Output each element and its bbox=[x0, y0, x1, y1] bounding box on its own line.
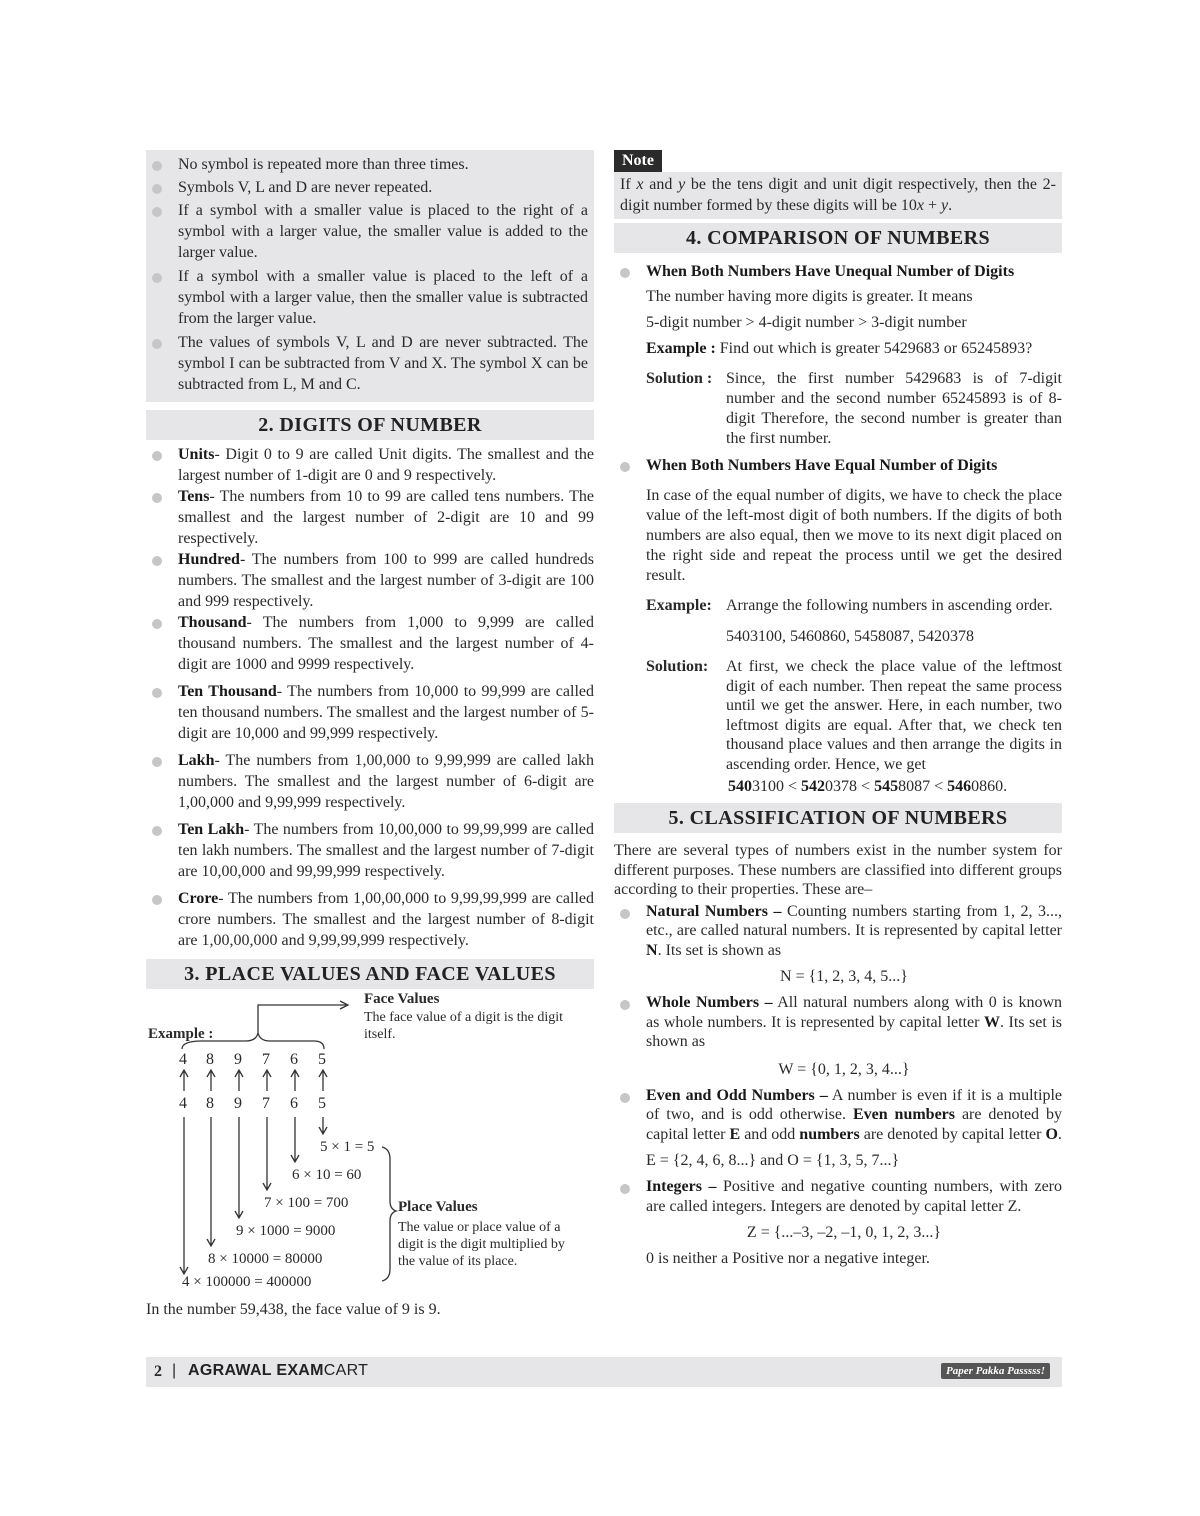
definition: are denoted by capital letter bbox=[859, 1125, 1046, 1143]
term: Natural Numbers – bbox=[646, 902, 782, 920]
digit-top: 9 bbox=[234, 1051, 242, 1068]
solution-row bbox=[646, 657, 1062, 774]
digit-top: 7 bbox=[262, 1051, 270, 1068]
example-line bbox=[646, 338, 1062, 359]
less-than: < bbox=[930, 778, 948, 795]
digit-top: 6 bbox=[290, 1051, 298, 1068]
comparison-list-2 bbox=[614, 455, 1062, 476]
section-heading-comparison: 4. COMPARISON OF NUMBERS bbox=[614, 223, 1062, 253]
place-product: 6 × 10 = 60 bbox=[292, 1167, 362, 1183]
definition: - The numbers from 10,000 to 99,999 are called ten thousand numbers. The smallest and the largest number of 5-digit are 10,000 and 99,999 respectively. bbox=[178, 683, 595, 742]
brand-part: CART bbox=[323, 1362, 369, 1379]
list-item: If a symbol with a smaller value is placed to the left of a symbol with a larger value, then the smaller value is subtracted from the larger value. bbox=[146, 266, 588, 329]
subheading: When Both Numbers Have Unequal Number of Digits bbox=[646, 263, 1015, 280]
brand-part: AGRAWAL bbox=[188, 1362, 277, 1379]
face-values-title: Face Values bbox=[364, 991, 440, 1007]
term: Integers – bbox=[646, 1178, 717, 1195]
list-item bbox=[146, 888, 594, 951]
term: Tens bbox=[178, 488, 210, 505]
unequal-block bbox=[614, 286, 1062, 449]
term: Whole Numbers – bbox=[646, 994, 773, 1011]
definition: - The numbers from 1,00,00,000 to 9,99,99,999 are called crore numbers. The smallest and the largest number of 8-digit are 1,00,00,000 and 9,99,99,999 respectively. bbox=[178, 890, 594, 949]
brand-logo bbox=[188, 1362, 368, 1380]
definition: . Its set is shown as bbox=[646, 1013, 1062, 1050]
brand-part: EXAM bbox=[276, 1362, 324, 1379]
definition: . Its set is shown as bbox=[657, 941, 782, 959]
less-than: < bbox=[857, 778, 875, 795]
list-item bbox=[146, 750, 594, 813]
number-rest: 0860. bbox=[971, 778, 1008, 795]
list-item: The values of symbols V, L and D are never subtracted. The symbol I can be subtracted from V and X. The symbol X can be subtracted from L, M and C. bbox=[146, 332, 588, 395]
paragraph: The number having more digits is greater. It means bbox=[646, 288, 973, 305]
note-box bbox=[614, 172, 1062, 219]
term: Thousand bbox=[178, 614, 247, 631]
page-footer bbox=[146, 1357, 1062, 1387]
list-item bbox=[614, 902, 1062, 988]
note-tag: Note bbox=[614, 150, 662, 172]
less-than: < bbox=[784, 778, 802, 795]
definition: and odd bbox=[740, 1125, 800, 1143]
roman-rules-list bbox=[146, 154, 588, 395]
list-item: If a symbol with a smaller value is placed to the right of a symbol with a larger value, the smaller value is added to the larger value. bbox=[146, 200, 588, 263]
list-item bbox=[614, 1177, 1062, 1269]
definition: - The numbers from 1,00,000 to 9,99,999 are called lakh numbers. The smallest and the largest number of 6-digit are 1,00,000 and 9,99,999 respectively. bbox=[178, 752, 594, 811]
place-product: 5 × 1 = 5 bbox=[320, 1139, 375, 1155]
example-label: Example : bbox=[148, 1026, 214, 1042]
var-x: x bbox=[916, 197, 924, 214]
solution-label: Solution : bbox=[646, 370, 713, 387]
letter: O bbox=[1045, 1125, 1058, 1143]
number-rest: 3100 bbox=[752, 778, 784, 795]
digit-bottom: 8 bbox=[206, 1095, 214, 1112]
set-notation: W = {0, 1, 2, 3, 4...} bbox=[778, 1060, 910, 1078]
definition: . bbox=[1057, 1125, 1062, 1143]
list-item bbox=[146, 549, 594, 612]
definition: - The numbers from 10 to 99 are called tens numbers. The smallest and the largest number of 2-digit are 10 and 99 respectively. bbox=[178, 488, 594, 547]
example-text: Arrange the following numbers in ascending order. bbox=[726, 597, 1053, 614]
list-item bbox=[146, 612, 594, 675]
place-product: 9 × 1000 = 9000 bbox=[236, 1223, 336, 1239]
equal-block bbox=[614, 486, 1062, 797]
place-value-diagram bbox=[146, 991, 594, 1303]
solution-text: At first, we check the place value of the leftmost digit of each number. Then repeat the same process until we get the answer. Here, in each number, two leftmost digits are equal. After that, we check ten thousand place values and then arrange the digits in ascending order. Hence, we get bbox=[726, 658, 1062, 773]
list-item: No symbol is repeated more than three times. bbox=[146, 154, 588, 175]
definition: - The numbers from 1,000 to 9,999 are called thousand numbers. The smallest and the largest number of 4-digit are 1000 and 9999 respectively. bbox=[178, 614, 594, 673]
var-y: y bbox=[940, 197, 949, 214]
letter: W bbox=[983, 1013, 1000, 1031]
definition: Positive and negative counting numbers, with zero are called integers. Integers are denoted by capital letter Z. bbox=[646, 1178, 1062, 1215]
set-notation: E = {2, 4, 6, 8...} and O = {1, 3, 5, 7...} bbox=[646, 1152, 900, 1169]
section-heading-place: 3. PLACE VALUES AND FACE VALUES bbox=[146, 959, 594, 989]
term: Lakh bbox=[178, 752, 215, 769]
section-heading-digits: 2. DIGITS OF NUMBER bbox=[146, 410, 594, 440]
page-number: 2 bbox=[154, 1363, 162, 1380]
list-item bbox=[146, 444, 594, 486]
roman-rules-box bbox=[146, 150, 594, 402]
list-item: Symbols V, L and D are never repeated. bbox=[146, 177, 588, 198]
term: Ten Lakh bbox=[178, 821, 245, 838]
example-label: Example : bbox=[646, 340, 716, 357]
definition: - The numbers from 100 to 999 are called hundreds numbers. The smallest and the largest number of 3-digit are 100 and 999 respectively. bbox=[178, 551, 594, 610]
term: Crore bbox=[178, 890, 219, 907]
note-text: . bbox=[948, 197, 953, 214]
bold-prefix: 540 bbox=[728, 778, 752, 795]
left-column bbox=[146, 150, 594, 1320]
place-product: 8 × 10000 = 80000 bbox=[208, 1251, 323, 1267]
solution-row bbox=[646, 369, 1062, 449]
note-text: and bbox=[643, 176, 679, 193]
letter: N bbox=[646, 941, 658, 959]
paragraph: In case of the equal number of digits, we have to check the place value of the left-most digit of both numbers. If the digits of both numbers are also equal, then we move to its next digit placed on the right side and repeat the process until we get the desired result. bbox=[646, 487, 1062, 584]
place-values-title: Place Values bbox=[398, 1199, 478, 1215]
place-values-description: The value or place value of a digit is the digit multiplied by the value of its place. bbox=[398, 1220, 565, 1269]
var-x: x bbox=[636, 176, 644, 193]
example-numbers: 5403100, 5460860, 5458087, 5420378 bbox=[726, 628, 974, 645]
list-item bbox=[614, 993, 1062, 1080]
note-text: be the tens digit and unit digit respectively, then the 2-digit number formed by these digits will be 10 bbox=[620, 176, 1057, 214]
example-label: Example: bbox=[646, 597, 712, 614]
subheading: When Both Numbers Have Equal Number of Digits bbox=[646, 457, 998, 474]
digit-bottom: 9 bbox=[234, 1095, 242, 1112]
list-item bbox=[614, 455, 1062, 476]
classification-intro: There are several types of numbers exist in the number system for different purposes. These numbers are classified into different groups according to their properties. These are– bbox=[614, 842, 1062, 898]
face-value-example: In the number 59,438, the face value of 9 is 9. bbox=[146, 1301, 441, 1318]
list-item bbox=[146, 681, 594, 744]
bold-prefix: 545 bbox=[874, 778, 899, 795]
solution-text: Since, the first number 5429683 is of 7-digit number and the second number 65245893 is of 8-digit Therefore, the second number is greater than the first number. bbox=[726, 370, 1062, 447]
definition: - The numbers from 10,00,000 to 99,99,999 are called ten lakh numbers. The smallest and the largest number of 7-digit are 10,00,000 and 99,99,999 respectively. bbox=[178, 821, 594, 880]
definition: are denoted by capital letter bbox=[646, 1106, 1062, 1143]
bold-prefix: 546 bbox=[947, 778, 972, 795]
right-column bbox=[614, 150, 1062, 1269]
definition: - Digit 0 to 9 are called Unit digits. The smallest and the largest number of 1-digit are 0 and 9 respectively. bbox=[178, 446, 594, 484]
classification-list bbox=[614, 902, 1062, 1270]
footer-separator: | bbox=[172, 1362, 177, 1379]
number-rest: 8087 bbox=[898, 778, 931, 795]
example-text: Find out which is greater 5429683 or 65245893? bbox=[719, 340, 1033, 357]
digit-top: 8 bbox=[206, 1051, 214, 1068]
ascending-order bbox=[646, 776, 1062, 797]
digit-top: 5 bbox=[318, 1051, 326, 1068]
letter: E bbox=[729, 1125, 741, 1143]
tagline-badge bbox=[941, 1363, 1050, 1379]
paragraph: 5-digit number > 4-digit number > 3-digit number bbox=[646, 314, 967, 331]
face-values-description: The face value of a digit is the digit itself. bbox=[364, 1010, 564, 1042]
number-rest: 0378 bbox=[825, 778, 858, 795]
definition: All natural numbers along with 0 is known as whole numbers. It is represented by capital letter bbox=[646, 994, 1062, 1031]
list-item bbox=[614, 1086, 1062, 1172]
digit-bottom: 4 bbox=[179, 1095, 187, 1112]
term: Even and Odd Numbers – bbox=[646, 1086, 828, 1104]
set-notation: Z = {...–3, –2, –1, 0, 1, 2, 3...} bbox=[746, 1224, 942, 1241]
term: Ten Thousand bbox=[178, 683, 277, 700]
bold-text: Even numbers bbox=[852, 1106, 955, 1123]
var-y: y bbox=[678, 176, 686, 193]
list-item bbox=[146, 819, 594, 882]
digit-top: 4 bbox=[179, 1051, 187, 1068]
comparison-list bbox=[614, 261, 1062, 282]
bold-prefix: 542 bbox=[801, 778, 826, 795]
definition: A number is even if it is a multiple of two, and is odd otherwise. bbox=[646, 1086, 1062, 1123]
list-item bbox=[146, 486, 594, 549]
bold-text: numbers bbox=[799, 1125, 860, 1143]
note-text: If bbox=[620, 176, 637, 193]
term: Hundred bbox=[178, 551, 240, 568]
digits-list bbox=[146, 444, 594, 951]
example-row bbox=[646, 596, 1062, 616]
integer-note: 0 is neither a Positive nor a negative integer. bbox=[646, 1250, 930, 1267]
definition: Counting numbers starting from 1, 2, 3..., etc., are called natural numbers. It is represented by capital letter bbox=[646, 902, 1063, 939]
solution-label: Solution: bbox=[646, 658, 709, 675]
digit-bottom: 7 bbox=[262, 1095, 270, 1112]
digit-bottom: 6 bbox=[290, 1095, 298, 1112]
term: Units bbox=[178, 446, 215, 463]
place-product: 7 × 100 = 700 bbox=[264, 1195, 349, 1211]
tagline-text: Paper Pakka Passsss! bbox=[945, 1365, 1045, 1377]
list-item bbox=[614, 261, 1062, 282]
section-heading-classification: 5. CLASSIFICATION OF NUMBERS bbox=[614, 803, 1062, 833]
digit-bottom: 5 bbox=[318, 1095, 326, 1112]
set-notation: N = {1, 2, 3, 4, 5...} bbox=[780, 968, 908, 985]
note-text: + bbox=[923, 197, 941, 214]
place-product: 4 × 100000 = 400000 bbox=[182, 1274, 312, 1290]
